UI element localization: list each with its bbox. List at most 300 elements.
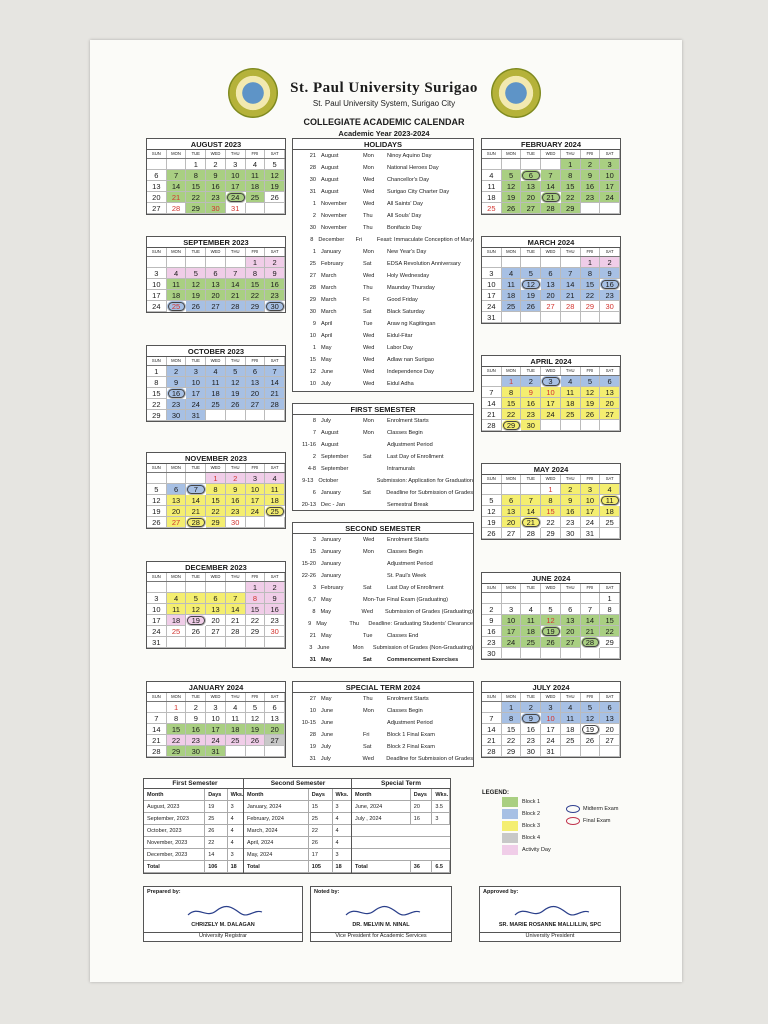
day-cell: 22 bbox=[246, 290, 266, 301]
day-cell: 5 bbox=[265, 159, 285, 170]
day-cell: 21 bbox=[265, 388, 285, 399]
event-row bbox=[293, 463, 473, 475]
day-cell: 30 bbox=[561, 528, 581, 539]
day-cell bbox=[482, 484, 502, 495]
day-cell: 13 bbox=[206, 279, 226, 290]
legend-swatch bbox=[502, 833, 518, 843]
day-cell bbox=[226, 582, 246, 593]
day-cell: 20 bbox=[561, 626, 581, 637]
event-description: Commencement Exercises bbox=[387, 657, 459, 663]
summary-cell: 20 bbox=[411, 801, 433, 812]
week-row bbox=[147, 735, 285, 746]
day-cell: 12 bbox=[147, 495, 167, 506]
event-weekday: Thu bbox=[349, 621, 360, 627]
signature-label: Prepared by: bbox=[147, 889, 181, 895]
day-cell: 4 bbox=[600, 484, 620, 495]
event-day: 30 bbox=[309, 225, 316, 231]
summary-cell: 3.5 bbox=[432, 801, 450, 812]
day-cell: 29 bbox=[186, 203, 206, 214]
summary-row bbox=[144, 837, 246, 849]
day-cell: 8 bbox=[600, 604, 620, 615]
weekday-label: FRI bbox=[581, 367, 601, 375]
event-month: June bbox=[317, 645, 330, 651]
day-cell: 24 bbox=[581, 517, 601, 528]
event-description: Deadline for Submission of Grades bbox=[386, 490, 473, 496]
day-cell: 18 bbox=[482, 192, 502, 203]
day-cell: 8 bbox=[502, 713, 522, 724]
weekday-label: MON bbox=[502, 693, 522, 701]
summary-cell: December, 2023 bbox=[144, 849, 205, 860]
day-cell: 11 bbox=[167, 604, 187, 615]
weekday-header bbox=[482, 584, 620, 593]
day-cell bbox=[147, 473, 167, 484]
day-cell: 13 bbox=[206, 604, 226, 615]
day-cell: 18 bbox=[600, 506, 620, 517]
day-cell: 25 bbox=[265, 506, 285, 517]
week-row bbox=[482, 279, 620, 290]
week-row bbox=[482, 615, 620, 626]
event-description: All Souls' Day bbox=[387, 213, 422, 219]
day-cell: 23 bbox=[600, 290, 620, 301]
day-cell: 16 bbox=[265, 279, 285, 290]
event-row bbox=[293, 174, 473, 186]
event-month: September bbox=[321, 454, 349, 460]
event-description: Classes Begin bbox=[387, 430, 423, 436]
weekday-label: TUE bbox=[521, 150, 541, 158]
event-day: 15 bbox=[309, 357, 316, 363]
day-cell: 1 bbox=[167, 702, 187, 713]
day-cell: 4 bbox=[246, 159, 266, 170]
event-description: Intramurals bbox=[387, 466, 415, 472]
event-month: June bbox=[321, 720, 334, 726]
day-cell: 13 bbox=[265, 713, 285, 724]
day-cell: 14 bbox=[265, 377, 285, 388]
special-term-box bbox=[292, 681, 474, 767]
day-cell: 12 bbox=[186, 604, 206, 615]
day-cell: 4 bbox=[502, 268, 522, 279]
day-cell: 11 bbox=[246, 170, 266, 181]
day-cell: 24 bbox=[147, 301, 167, 312]
event-description: Classes End bbox=[387, 633, 419, 639]
weekday-label: TUE bbox=[186, 357, 206, 365]
day-cell: 21 bbox=[186, 506, 206, 517]
day-cell: 5 bbox=[246, 702, 266, 713]
day-cell: 30 bbox=[265, 626, 285, 637]
day-cell: 9 bbox=[521, 713, 541, 724]
week-row bbox=[482, 637, 620, 648]
day-cell: 22 bbox=[186, 192, 206, 203]
day-cell: 7 bbox=[226, 268, 246, 279]
day-cell: 20 bbox=[265, 724, 285, 735]
event-month: May bbox=[321, 657, 332, 663]
day-cell: 10 bbox=[541, 713, 561, 724]
day-cell: 7 bbox=[482, 713, 502, 724]
day-cell: 24 bbox=[482, 301, 502, 312]
day-cell: 3 bbox=[581, 484, 601, 495]
day-cell bbox=[482, 159, 502, 170]
week-row bbox=[482, 702, 620, 713]
day-cell: 18 bbox=[226, 724, 246, 735]
day-cell: 19 bbox=[186, 615, 206, 626]
weekday-label: SUN bbox=[147, 150, 167, 158]
day-cell bbox=[561, 648, 581, 659]
day-cell: 9 bbox=[482, 615, 502, 626]
day-cell bbox=[502, 648, 522, 659]
weekday-label: SAT bbox=[265, 248, 285, 256]
event-day: 21 bbox=[309, 633, 316, 639]
event-row bbox=[293, 318, 473, 330]
day-cell: 15 bbox=[581, 279, 601, 290]
day-cell: 31 bbox=[541, 746, 561, 757]
day-cell: 27 bbox=[600, 409, 620, 420]
event-day: 27 bbox=[309, 273, 316, 279]
day-cell: 27 bbox=[246, 399, 266, 410]
day-cell: 29 bbox=[246, 301, 266, 312]
day-cell: 30 bbox=[226, 517, 246, 528]
event-month: May bbox=[321, 696, 332, 702]
summary-cell: September, 2023 bbox=[144, 813, 205, 824]
second-semester-box bbox=[292, 522, 474, 668]
day-cell: 20 bbox=[600, 724, 620, 735]
event-month: May bbox=[321, 345, 332, 351]
event-row bbox=[293, 415, 473, 427]
day-cell: 21 bbox=[541, 192, 561, 203]
day-cell: 18 bbox=[265, 495, 285, 506]
day-cell bbox=[581, 648, 601, 659]
event-description: Adlaw nan Surigao bbox=[387, 357, 434, 363]
event-description: Adjustment Period bbox=[387, 720, 433, 726]
event-row bbox=[293, 606, 473, 618]
day-cell: 2 bbox=[167, 366, 187, 377]
month-calendar bbox=[481, 463, 621, 540]
weekday-label: SAT bbox=[265, 693, 285, 701]
week-row bbox=[482, 648, 620, 659]
summary-cell: 4 bbox=[333, 837, 352, 848]
weekday-label: WED bbox=[541, 367, 561, 375]
event-month: Dec - Jan bbox=[321, 502, 345, 508]
event-month: August bbox=[321, 442, 339, 448]
day-cell: 13 bbox=[561, 615, 581, 626]
weekday-label: WED bbox=[541, 693, 561, 701]
summary-row-empty bbox=[352, 849, 450, 861]
day-cell bbox=[561, 420, 581, 431]
day-cell: 27 bbox=[206, 301, 226, 312]
day-cell: 21 bbox=[561, 290, 581, 301]
day-cell: 30 bbox=[521, 420, 541, 431]
legend-swatch bbox=[502, 821, 518, 831]
day-cell: 7 bbox=[482, 387, 502, 398]
event-month: March bbox=[321, 297, 337, 303]
day-cell: 5 bbox=[482, 495, 502, 506]
summary-cell: Total bbox=[244, 861, 309, 872]
event-weekday bbox=[355, 475, 376, 487]
event-month: July bbox=[320, 756, 331, 762]
day-cell bbox=[541, 648, 561, 659]
day-cell bbox=[541, 159, 561, 170]
summary-cell: 16 bbox=[411, 813, 433, 824]
event-row bbox=[293, 198, 473, 210]
summary-table bbox=[243, 778, 353, 874]
summary-cell: 3 bbox=[333, 849, 352, 860]
week-row bbox=[482, 409, 620, 420]
day-cell: 22 bbox=[206, 506, 226, 517]
weekday-label: SAT bbox=[600, 367, 620, 375]
day-cell: 2 bbox=[186, 702, 206, 713]
event-day: 28 bbox=[309, 285, 316, 291]
second-semester-list bbox=[293, 534, 473, 666]
event-row bbox=[293, 534, 473, 546]
day-cell: 14 bbox=[147, 724, 167, 735]
day-cell: 8 bbox=[167, 713, 187, 724]
day-cell: 24 bbox=[600, 192, 620, 203]
day-cell bbox=[226, 257, 246, 268]
event-weekday bbox=[363, 570, 387, 582]
event-row bbox=[293, 594, 473, 606]
day-cell: 1 bbox=[206, 473, 226, 484]
day-cell: 20 bbox=[206, 290, 226, 301]
event-month: October bbox=[318, 478, 339, 484]
day-cell: 13 bbox=[502, 506, 522, 517]
week-row bbox=[482, 420, 620, 431]
event-month: August bbox=[321, 430, 339, 436]
event-description: Adjustment Period bbox=[387, 561, 433, 567]
signature-label: Noted by: bbox=[314, 889, 340, 895]
day-cell: 29 bbox=[600, 637, 620, 648]
day-cell bbox=[600, 312, 620, 323]
week-row bbox=[147, 746, 285, 757]
day-cell bbox=[600, 528, 620, 539]
day-cell: 26 bbox=[482, 528, 502, 539]
day-cell: 9 bbox=[226, 484, 246, 495]
summary-row bbox=[244, 849, 352, 861]
day-cell: 23 bbox=[521, 735, 541, 746]
week-row bbox=[147, 604, 285, 615]
event-weekday: Wed bbox=[361, 609, 373, 615]
event-description: Enrolment Starts bbox=[387, 696, 429, 702]
event-weekday: Sat bbox=[362, 490, 371, 496]
month-title: NOVEMBER 2023 bbox=[147, 453, 285, 464]
day-cell: 23 bbox=[167, 399, 187, 410]
day-cell: 2 bbox=[482, 604, 502, 615]
event-weekday bbox=[363, 558, 387, 570]
event-weekday: Mon bbox=[363, 549, 374, 555]
day-cell bbox=[521, 159, 541, 170]
holidays-list bbox=[293, 150, 473, 390]
day-cell: 23 bbox=[186, 735, 206, 746]
weekday-label: WED bbox=[541, 248, 561, 256]
weekday-label: SUN bbox=[482, 248, 502, 256]
event-row bbox=[293, 570, 473, 582]
day-cell: 6 bbox=[206, 593, 226, 604]
summary-row bbox=[144, 789, 246, 801]
weekday-label: SUN bbox=[147, 573, 167, 581]
day-cell: 24 bbox=[147, 626, 167, 637]
summary-cell: 3 bbox=[228, 801, 246, 812]
month-title: OCTOBER 2023 bbox=[147, 346, 285, 357]
event-month: July bbox=[321, 418, 331, 424]
weekday-label: WED bbox=[206, 248, 226, 256]
summary-cell: 25 bbox=[309, 813, 333, 824]
handwritten-signature bbox=[342, 903, 422, 921]
day-cell: 28 bbox=[186, 517, 206, 528]
day-cell bbox=[521, 312, 541, 323]
day-cell: 19 bbox=[186, 290, 206, 301]
day-cell: 7 bbox=[541, 170, 561, 181]
summary-cell: 4 bbox=[228, 813, 246, 824]
day-cell: 13 bbox=[246, 377, 266, 388]
legend-mark bbox=[566, 815, 611, 827]
week-row bbox=[482, 626, 620, 637]
day-cell: 25 bbox=[561, 409, 581, 420]
day-cell: 18 bbox=[206, 388, 226, 399]
summary-row bbox=[244, 789, 352, 801]
university-name: St. Paul University Surigao bbox=[290, 80, 478, 96]
day-cell: 18 bbox=[521, 626, 541, 637]
event-day: 29 bbox=[309, 297, 316, 303]
day-cell: 23 bbox=[206, 192, 226, 203]
weekday-label: MON bbox=[167, 693, 187, 701]
summary-row bbox=[352, 861, 450, 873]
day-cell: 9 bbox=[561, 495, 581, 506]
legend bbox=[482, 790, 632, 870]
event-description: Eidul Adha bbox=[387, 381, 414, 387]
day-cell: 3 bbox=[147, 268, 167, 279]
event-month: November bbox=[321, 201, 347, 207]
day-cell: 7 bbox=[521, 495, 541, 506]
day-cell: 31 bbox=[206, 746, 226, 757]
day-cell: 1 bbox=[186, 159, 206, 170]
day-cell: 21 bbox=[167, 192, 187, 203]
weekday-header bbox=[147, 573, 285, 582]
day-cell bbox=[600, 648, 620, 659]
event-row bbox=[293, 753, 473, 765]
event-month: September bbox=[321, 466, 349, 472]
day-cell bbox=[147, 257, 167, 268]
day-cell: 6 bbox=[167, 484, 187, 495]
event-day: 3 bbox=[312, 585, 316, 591]
event-day: 15 bbox=[309, 549, 316, 555]
day-cell: 13 bbox=[541, 279, 561, 290]
event-month: March bbox=[321, 285, 337, 291]
week-row bbox=[147, 582, 285, 593]
day-cell: 28 bbox=[167, 203, 187, 214]
event-row bbox=[293, 342, 473, 354]
month-title: SEPTEMBER 2023 bbox=[147, 237, 285, 248]
day-cell bbox=[206, 637, 226, 648]
day-cell bbox=[581, 746, 601, 757]
day-cell: 23 bbox=[482, 637, 502, 648]
day-cell: 22 bbox=[147, 399, 167, 410]
day-cell: 11 bbox=[167, 279, 187, 290]
day-cell: 1 bbox=[147, 366, 167, 377]
summary-cell: May, 2024 bbox=[244, 849, 309, 860]
day-cell: 5 bbox=[502, 170, 522, 181]
day-cell: 29 bbox=[206, 517, 226, 528]
event-weekday: Tue bbox=[363, 321, 373, 327]
summary-row-empty bbox=[352, 825, 450, 837]
event-description: Deadline: Graduating Students' Clearance bbox=[368, 621, 473, 627]
day-cell: 12 bbox=[186, 279, 206, 290]
legend-item bbox=[502, 844, 632, 856]
month-calendar bbox=[146, 236, 286, 313]
event-weekday: Wed bbox=[363, 189, 375, 195]
event-description: Semestral Break bbox=[387, 502, 429, 508]
day-cell: 19 bbox=[246, 724, 266, 735]
summary-cell: 26 bbox=[309, 837, 333, 848]
week-row bbox=[147, 268, 285, 279]
month-calendar bbox=[146, 681, 286, 758]
event-day: 27 bbox=[309, 696, 316, 702]
event-month: April bbox=[321, 321, 333, 327]
weekday-label: SAT bbox=[265, 357, 285, 365]
day-cell bbox=[541, 420, 561, 431]
summary-cell: 105 bbox=[309, 861, 333, 872]
day-cell: 3 bbox=[186, 366, 206, 377]
day-cell: 10 bbox=[246, 484, 266, 495]
day-cell: 16 bbox=[482, 626, 502, 637]
day-cell: 15 bbox=[246, 279, 266, 290]
day-cell: 23 bbox=[561, 517, 581, 528]
day-cell: 2 bbox=[265, 582, 285, 593]
day-cell: 6 bbox=[246, 366, 266, 377]
day-cell: 23 bbox=[226, 506, 246, 517]
day-cell: 2 bbox=[521, 702, 541, 713]
day-cell: 28 bbox=[581, 637, 601, 648]
day-cell: 17 bbox=[206, 724, 226, 735]
week-row bbox=[482, 387, 620, 398]
event-description: Submission of Grades (Graduating) bbox=[385, 609, 473, 615]
day-cell: 9 bbox=[265, 268, 285, 279]
event-day: 4-8 bbox=[307, 466, 316, 472]
day-cell: 16 bbox=[600, 279, 620, 290]
signatory-position: Vice President for Academic Services bbox=[311, 932, 451, 939]
month-title: JULY 2024 bbox=[482, 682, 620, 693]
legend-mark-label: Final Exam bbox=[583, 818, 611, 824]
event-weekday: Fri bbox=[355, 237, 363, 243]
day-cell: 17 bbox=[502, 626, 522, 637]
day-cell: 8 bbox=[581, 268, 601, 279]
week-row bbox=[147, 637, 285, 648]
day-cell: 23 bbox=[581, 192, 601, 203]
weekday-label: SAT bbox=[265, 464, 285, 472]
day-cell: 3 bbox=[541, 702, 561, 713]
event-row bbox=[293, 717, 473, 729]
day-cell: 16 bbox=[167, 388, 187, 399]
summary-cell: 36 bbox=[411, 861, 433, 872]
day-cell: 10 bbox=[206, 713, 226, 724]
summary-cell: Days bbox=[205, 789, 227, 800]
day-cell: 19 bbox=[581, 724, 601, 735]
day-cell: 30 bbox=[482, 648, 502, 659]
event-month: June bbox=[321, 708, 334, 714]
event-day: 1 bbox=[312, 201, 316, 207]
day-cell: 29 bbox=[581, 301, 601, 312]
week-row bbox=[482, 192, 620, 203]
event-month: May bbox=[321, 357, 332, 363]
day-cell: 9 bbox=[167, 377, 187, 388]
day-cell bbox=[521, 257, 541, 268]
week-row bbox=[147, 301, 285, 312]
day-cell bbox=[541, 593, 561, 604]
day-cell: 27 bbox=[521, 203, 541, 214]
month-calendar bbox=[146, 452, 286, 529]
event-month: December bbox=[318, 237, 345, 243]
summary-cell: 26 bbox=[205, 825, 227, 836]
day-cell: 23 bbox=[265, 615, 285, 626]
day-cell: 25 bbox=[167, 626, 187, 637]
event-day: 21 bbox=[309, 153, 316, 159]
event-description: Classes Begin bbox=[387, 549, 423, 555]
